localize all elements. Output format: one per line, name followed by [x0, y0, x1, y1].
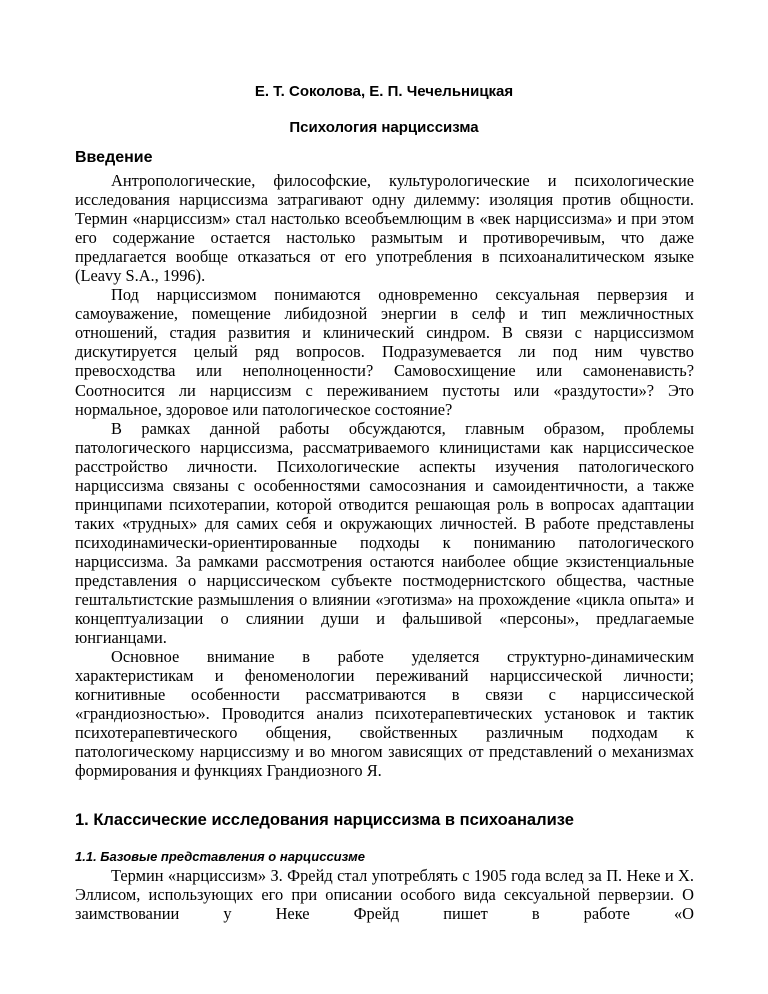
section-1-heading: 1. Классические исследования нарциссизма в психоанализе — [75, 811, 574, 829]
intro-paragraph-3: В рамках данной работы обсуждаются, главным образом, проблемы патологического нарциссизма, рассматриваемого клиницистами как нарциссическое расстройство личности. Психологические аспекты изучения патологического нарциссизма связаны с особенностями самосознания и самоидентичности, а также принципами психотерапии, которой отводится решающая роль в вопросах адаптации таких «трудных» для самих себя и окружающих личностей. В работе представлены психодинамически-ориентированные подходы к пониманию патологического нарциссизма. За рамками рассмотрения остаются наиболее общие экзистенциальные представления о нарциссическом субъекте постмодернистского общества, частные гештальтистские размышления о влиянии «эготизма» на прохождение «цикла опыта» и концептуализации о слиянии души и фальшивой «персоны», предлагаемые юнгианцами. — [75, 418, 694, 648]
intro-paragraph-2: Под нарциссизмом понимаются одновременно сексуальная перверзия и самоуважение, помещение либидозной энергии в селф и тип межличностных отношений, стадия развития и клинический синдром. В связи с нарциссизмом дискутируется целый ряд вопросов. Подразумевается ли под ним чувство превосходства или неполноценности? Самовосхищение или самоненависть? Соотносится ли нарциссизм с переживанием пустоты или «раздутости»? Это нормальное, здоровое или патологическое состояние? — [75, 285, 694, 419]
intro-heading: Введение — [75, 149, 153, 166]
intro-paragraph-4: Основное внимание в работе уделяется структурно-динамическим характеристикам и феноменологии переживаний нарциссической личности; когнитивные особенности рассматриваются в связи с нарциссической «грандиозностью». Проводится анализ психотерапевтических установок и тактик психотерапевтического общения, свойственных различным подходам к патологическому нарциссизму и во многом зависящих от представлений о механизмах формирования и функциях Грандиозного Я. — [75, 647, 694, 781]
document-title: Психология нарциссизма — [289, 119, 479, 136]
authors-line: Е. Т. Соколова, Е. П. Чечельницкая — [254, 83, 514, 100]
subsection-1-1-heading: 1.1. Базовые представления о нарциссизме — [75, 849, 365, 864]
intro-body — [75, 171, 694, 781]
intro-paragraph-1: Антропологические, философские, культурологические и психологические исследования нарциссизма затрагивают одну дилемму: изоляция против общности. Термин «нарциссизм» стал настолько всеобъемлющим в «век нарциссизма» и при этом его содержание остается настолько размытым и противоречивым, что даже предлагается вообще отказаться от его употребления в психоаналитическом языке (Leavy S.A., 1996). — [75, 171, 694, 286]
subsection-paragraph: Термин «нарциссизм» З. Фрейд стал употреблять с 1905 года вслед за П. Неке и Х. Эллисом, использующих его при описании особого вида сексуальной перверзии. О заимствовании у Неке Фрейд пишет в работе «О — [75, 866, 694, 924]
subsection-body — [75, 866, 694, 923]
